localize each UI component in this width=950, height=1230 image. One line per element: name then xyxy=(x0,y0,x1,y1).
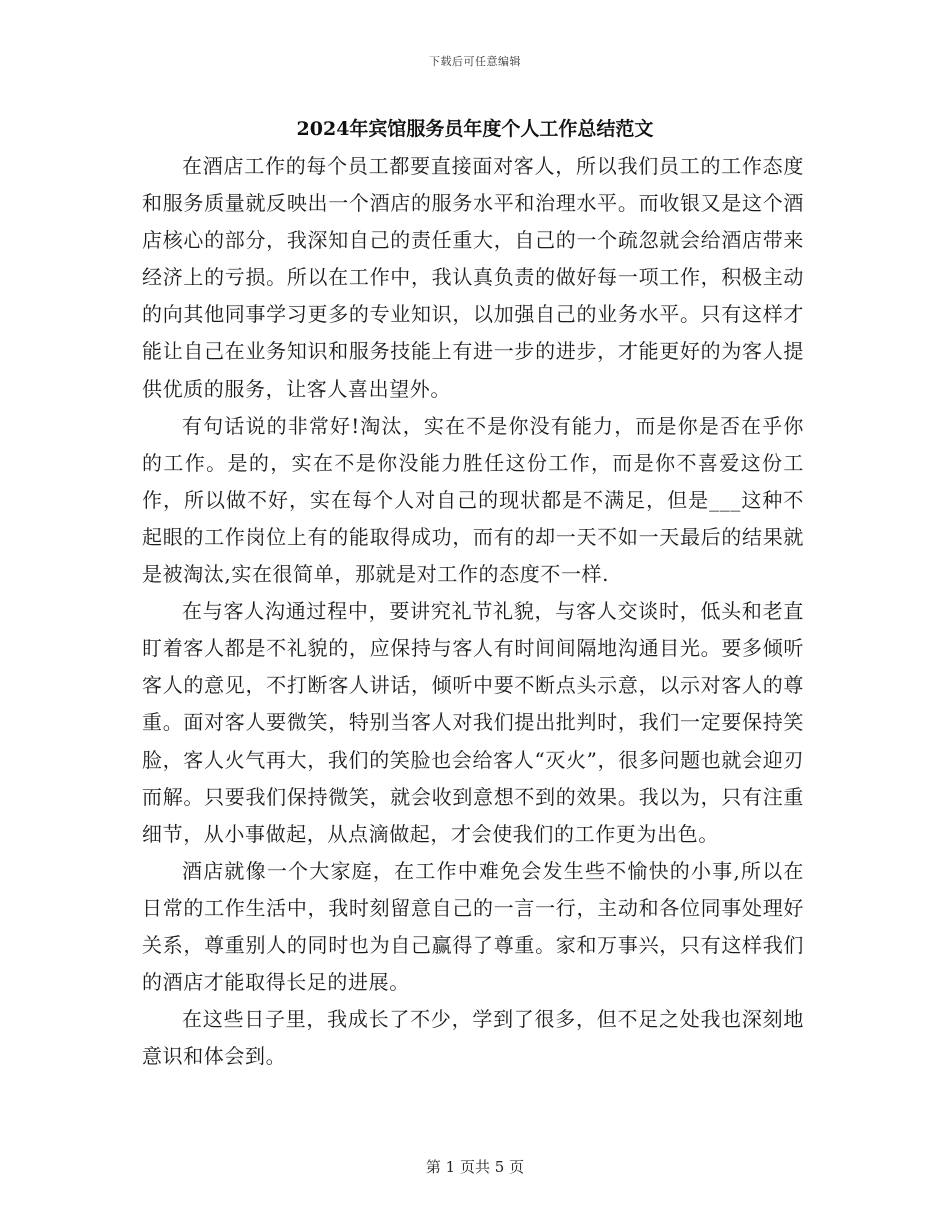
paragraph: 在这些日子里，我成长了不少，学到了很多，但不足之处我也深刻地意识和体会到。 xyxy=(142,1007,804,1069)
document-body xyxy=(142,148,804,1075)
paragraph: 酒店就像一个大家庭，在工作中难免会发生些不愉快的小事,所以在日常的工作生活中，我时刻留意自己的一言一行，主动和各位同事处理好关系，尊重别人的同时也为自己赢得了尊重。家和万事兴，只有这样我们的酒店才能取得长足的进展。 xyxy=(142,858,804,995)
paragraph: 在与客人沟通过程中，要讲究礼节礼貌，与客人交谈时，低头和老直盯着客人都是不礼貌的，应保持与客人有时间间隔地沟通目光。要多倾听客人的意见，不打断客人讲话，倾听中要不断点头示意，以示对客人的尊重。面对客人要微笑，特别当客人对我们提出批判时，我们一定要保持笑脸，客人火气再大，我们的笑脸也会给客人“灭火”，很多问题也就会迎刃而解。只要我们保持微笑，就会收到意想不到的效果。我以为，只有注重细节，从小事做起，从点滴做起，才会使我们的工作更为出色。 xyxy=(142,599,804,846)
paragraph: 有句话说的非常好!淘汰，实在不是你没有能力，而是你是否在乎你的工作。是的，实在不是你没能力胜任这份工作，而是你不喜爱这份工作，所以做不好，实在每个人对自己的现状都是不满足，但是___这种不起眼的工作岗位上有的能取得成功，而有的却一天不如一天最后的结果就是被淘汰,实在很简单，那就是对工作的态度不一样. xyxy=(142,413,804,587)
document-title: 2024年宾馆服务员年度个人工作总结范文 xyxy=(296,118,654,140)
paragraph: 在酒店工作的每个员工都要直接面对客人，所以我们员工的工作态度和服务质量就反映出一个酒店的服务水平和治理水平。而收银又是这个酒店核心的部分，我深知自己的责任重大，自己的一个疏忽就会给酒店带来经济上的亏损。所以在工作中，我认真负责的做好每一项工作，积极主动的向其他同事学习更多的专业知识，以加强自己的业务水平。只有这样才能让自己在业务知识和服务技能上有进一步的进步，才能更好的为客人提供优质的服务，让客人喜出望外。 xyxy=(142,154,804,401)
page-number: 第 1 页共 5 页 xyxy=(425,1158,525,1176)
header-note: 下载后可任意编辑 xyxy=(429,55,521,68)
